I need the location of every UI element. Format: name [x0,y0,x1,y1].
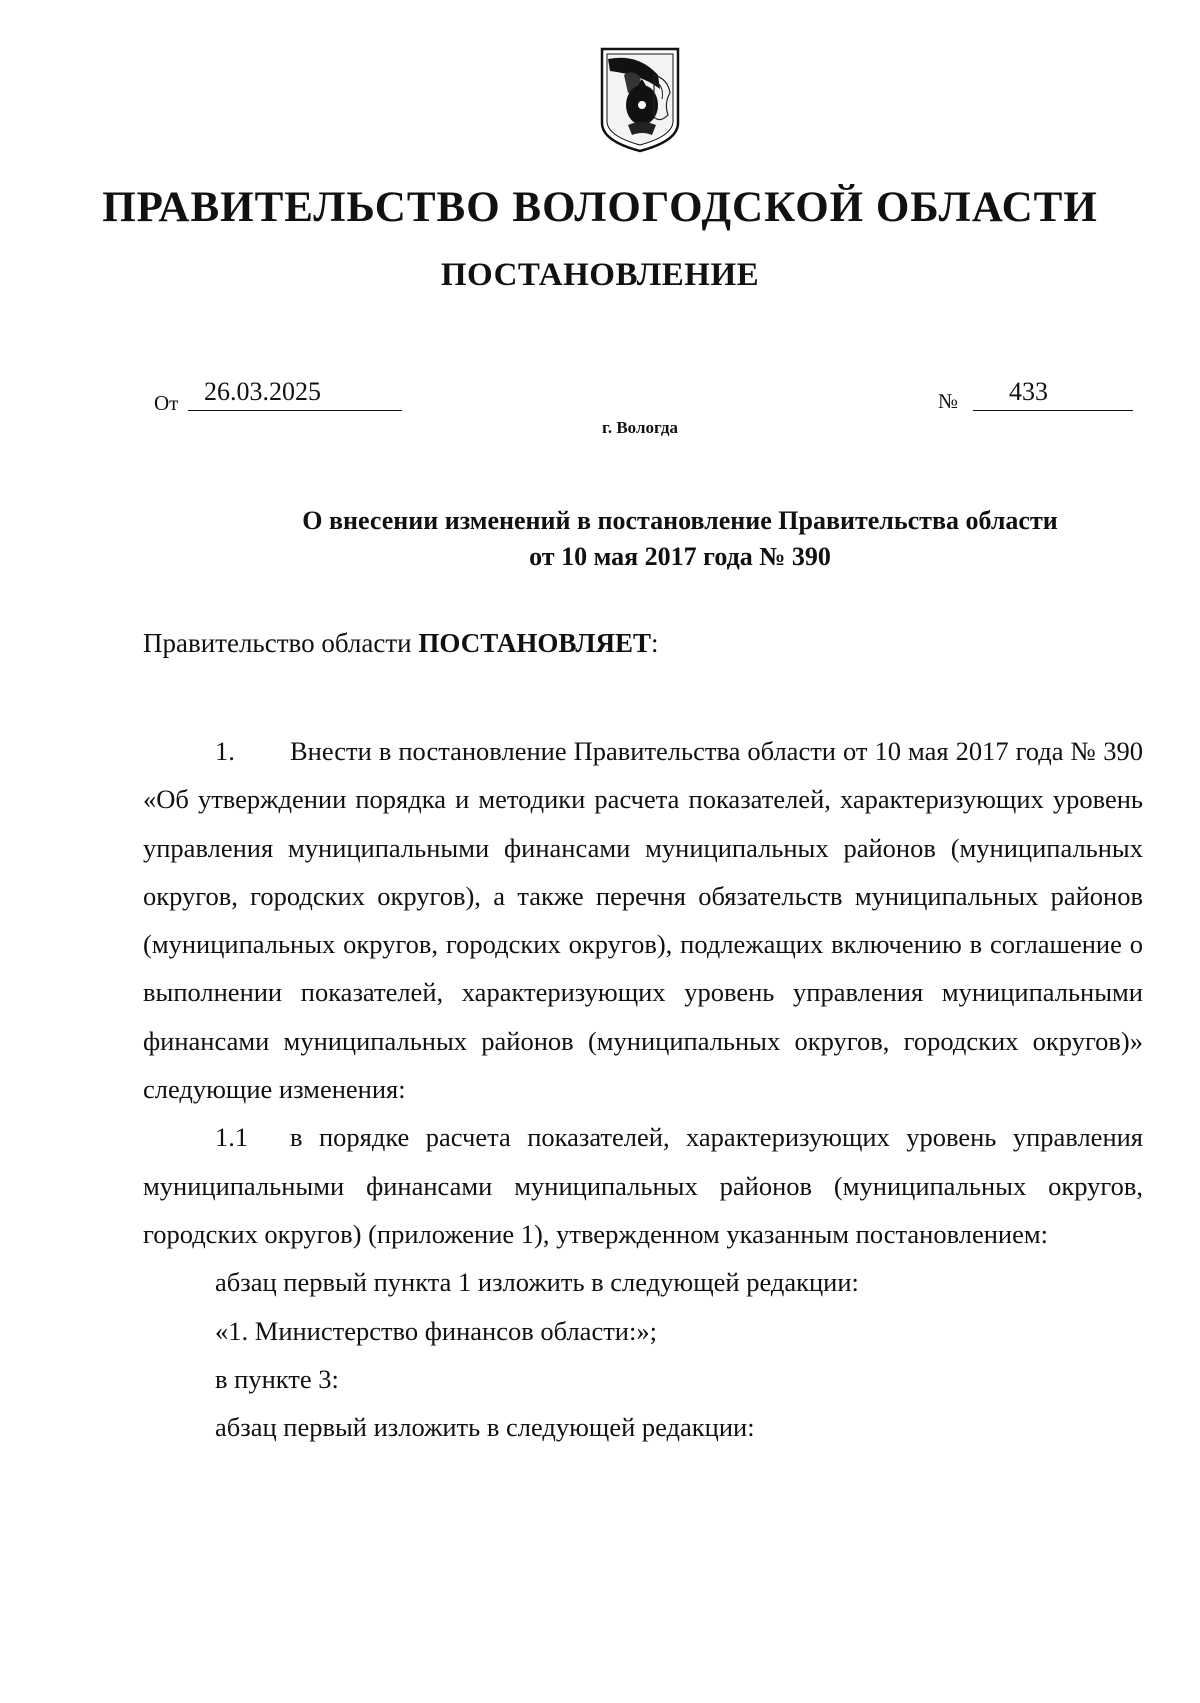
paragraph-5: в пункте 3: [215,1363,339,1394]
paragraph-1-number: 1. [215,736,235,766]
decree-prefix: Правительство области [143,628,419,658]
document-date: 26.03.2025 [188,374,402,411]
paragraph-1-1-text: в порядке расчета показателей, характеризующих уровень управления муниципальными финансами муниципальных районов (муниципальных округов, городских округов) (приложение 1), утвержденном указанным постановлением: [143,1122,1143,1249]
number-label: № [938,389,959,413]
paragraph-1-text: Внести в постановление Правительства области от 10 мая 2017 года № 390 «Об утверждении порядка и методики расчета показателей, характеризующих уровень управления муниципальными финансами муниципальных районов (муниципальных округов, городских округов), а также перечня обязательств муниципальных районов (муниципальных округов, городских округов), подлежащих включению в соглашение о выполнении показателей, характеризующих уровень управления муниципальными финансами муниципальных районов (муниципальных округов, городских округов)» следующие изменения: [143,736,1143,1105]
paragraph-1 [143,727,1143,1113]
document-type: ПОСТАНОВЛЕНИЕ [440,257,760,293]
document-number: 433 [973,374,1133,411]
organization-title: ПРАВИТЕЛЬСТВО ВОЛОГОДСКОЙ ОБЛАСТИ [102,184,1098,231]
document-subject [230,503,1130,575]
subject-line-2: от 10 мая 2017 года № 390 [529,542,831,571]
paragraph-1-1-number: 1.1 [215,1122,249,1153]
paragraph-4: «1. Министерство финансов области:»; [215,1315,657,1346]
decree-suffix: : [650,628,659,658]
subject-line-1: О внесении изменений в постановление Правительства области [302,506,1058,535]
paragraph-6: абзац первый изложить в следующей редакции: [215,1412,755,1443]
paragraph-3: абзац первый пункта 1 изложить в следующей редакции: [215,1267,859,1298]
paragraph-1-1 [143,1113,1143,1258]
decree-statement [143,628,659,659]
city: г. Вологда [602,418,678,437]
date-label: От [154,391,179,415]
coat-of-arms-icon [598,45,682,155]
document-body [143,727,1143,1451]
decree-verb: ПОСТАНОВЛЯЕТ [418,628,651,658]
